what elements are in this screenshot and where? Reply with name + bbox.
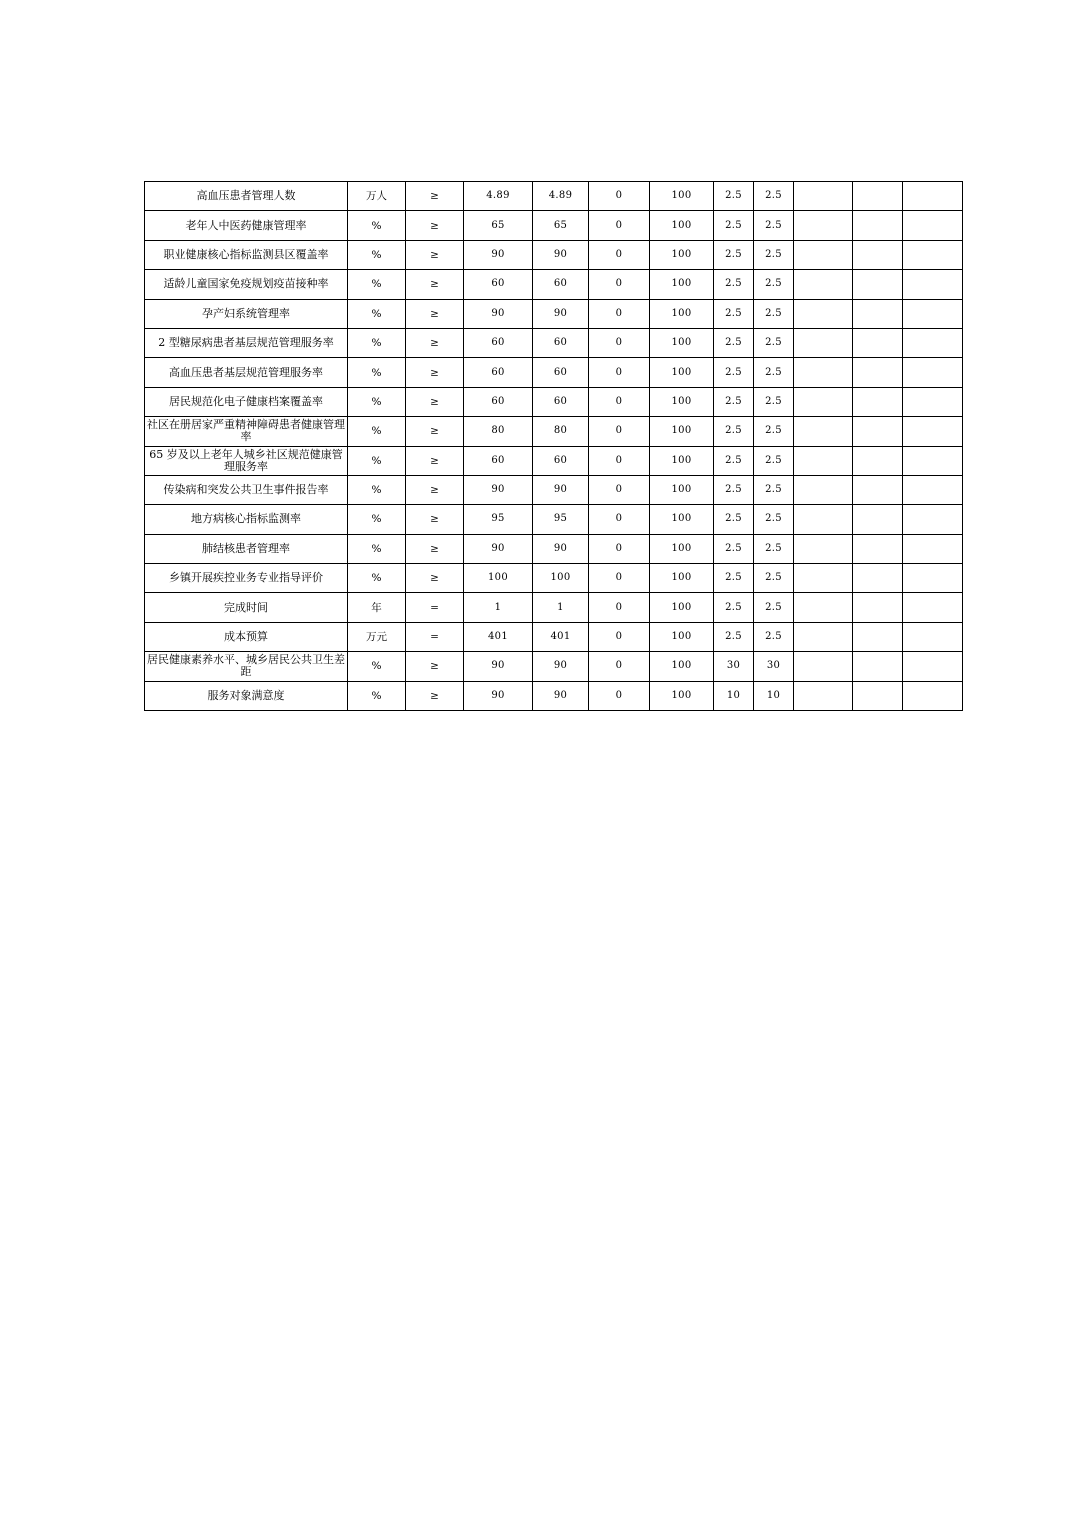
blank-cell [903,593,963,622]
score-cell: 2.5 [754,211,794,240]
blank-cell [853,387,903,416]
blank-cell [794,564,853,593]
operator-cell: ≥ [406,240,464,269]
unit-cell: 万元 [348,622,406,651]
actual-value-cell: 4.89 [533,182,589,211]
blank-cell [853,417,903,446]
deviation-cell: 0 [589,240,650,269]
actual-value-cell: 60 [533,446,589,475]
blank-cell [853,475,903,504]
indicator-name-cell: 高血压患者管理人数 [145,182,348,211]
deviation-cell: 0 [589,446,650,475]
actual-value-cell: 90 [533,652,589,681]
completion-rate-cell: 100 [650,328,714,357]
unit-cell: % [348,211,406,240]
blank-cell [794,446,853,475]
operator-cell: ≥ [406,475,464,504]
completion-rate-cell: 100 [650,387,714,416]
score-cell: 2.5 [754,564,794,593]
indicator-name-cell: 成本预算 [145,622,348,651]
blank-cell [903,681,963,710]
target-value-cell: 60 [464,270,533,299]
unit-cell: % [348,328,406,357]
weight-cell: 2.5 [714,211,754,240]
score-cell: 2.5 [754,358,794,387]
target-value-cell: 60 [464,387,533,416]
target-value-cell: 95 [464,505,533,534]
blank-cell [903,358,963,387]
completion-rate-cell: 100 [650,681,714,710]
table-row [145,505,963,534]
blank-cell [903,387,963,416]
table-row [145,475,963,504]
deviation-cell: 0 [589,387,650,416]
blank-cell [853,505,903,534]
operator-cell: ≥ [406,681,464,710]
operator-cell: ≥ [406,182,464,211]
table-row [145,564,963,593]
actual-value-cell: 60 [533,387,589,416]
target-value-cell: 90 [464,652,533,681]
blank-cell [853,622,903,651]
weight-cell: 2.5 [714,593,754,622]
indicator-name-cell: 乡镇开展疾控业务专业指导评价 [145,564,348,593]
completion-rate-cell: 100 [650,622,714,651]
operator-cell: ≥ [406,328,464,357]
actual-value-cell: 100 [533,564,589,593]
deviation-cell: 0 [589,593,650,622]
deviation-cell: 0 [589,622,650,651]
blank-cell [794,534,853,563]
blank-cell [853,564,903,593]
table-row [145,182,963,211]
blank-cell [903,534,963,563]
table-row [145,270,963,299]
blank-cell [903,564,963,593]
blank-cell [903,270,963,299]
completion-rate-cell: 100 [650,593,714,622]
indicator-name-cell: 社区在册居家严重精神障碍患者健康管理率 [145,417,348,446]
score-cell: 2.5 [754,534,794,563]
weight-cell: 2.5 [714,475,754,504]
target-value-cell: 90 [464,299,533,328]
operator-cell: ≥ [406,446,464,475]
score-cell: 2.5 [754,182,794,211]
completion-rate-cell: 100 [650,299,714,328]
target-value-cell: 90 [464,240,533,269]
blank-cell [903,328,963,357]
unit-cell: % [348,564,406,593]
actual-value-cell: 90 [533,240,589,269]
blank-cell [794,681,853,710]
operator-cell: ≥ [406,505,464,534]
unit-cell: 万人 [348,182,406,211]
weight-cell: 2.5 [714,387,754,416]
indicator-name-cell: 职业健康核心指标监测县区覆盖率 [145,240,348,269]
blank-cell [903,505,963,534]
blank-cell [853,681,903,710]
actual-value-cell: 60 [533,270,589,299]
table-body [145,182,963,711]
deviation-cell: 0 [589,475,650,504]
table-row [145,652,963,681]
deviation-cell: 0 [589,270,650,299]
blank-cell [903,211,963,240]
indicator-name-cell: 孕产妇系统管理率 [145,299,348,328]
blank-cell [794,505,853,534]
blank-cell [903,240,963,269]
blank-cell [903,446,963,475]
table-row [145,622,963,651]
indicator-name-cell: 传染病和突发公共卫生事件报告率 [145,475,348,504]
score-cell: 2.5 [754,240,794,269]
score-cell: 2.5 [754,270,794,299]
performance-indicator-table [144,181,963,711]
blank-cell [794,593,853,622]
deviation-cell: 0 [589,652,650,681]
blank-cell [794,358,853,387]
blank-cell [853,652,903,681]
score-cell: 2.5 [754,446,794,475]
deviation-cell: 0 [589,358,650,387]
completion-rate-cell: 100 [650,182,714,211]
actual-value-cell: 60 [533,358,589,387]
blank-cell [903,417,963,446]
blank-cell [853,270,903,299]
score-cell: 2.5 [754,417,794,446]
indicator-name-cell: 2 型糖尿病患者基层规范管理服务率 [145,328,348,357]
blank-cell [853,240,903,269]
weight-cell: 30 [714,652,754,681]
actual-value-cell: 90 [533,299,589,328]
operator-cell: ≥ [406,358,464,387]
actual-value-cell: 1 [533,593,589,622]
actual-value-cell: 65 [533,211,589,240]
blank-cell [853,299,903,328]
unit-cell: % [348,534,406,563]
weight-cell: 2.5 [714,328,754,357]
table-row [145,681,963,710]
completion-rate-cell: 100 [650,446,714,475]
completion-rate-cell: 100 [650,358,714,387]
target-value-cell: 401 [464,622,533,651]
blank-cell [794,182,853,211]
actual-value-cell: 60 [533,328,589,357]
operator-cell: ≥ [406,270,464,299]
score-cell: 2.5 [754,622,794,651]
unit-cell: % [348,652,406,681]
score-cell: 10 [754,681,794,710]
completion-rate-cell: 100 [650,211,714,240]
indicator-name-cell: 适龄儿童国家免疫规划疫苗接种率 [145,270,348,299]
score-cell: 2.5 [754,387,794,416]
score-cell: 30 [754,652,794,681]
weight-cell: 2.5 [714,622,754,651]
blank-cell [794,652,853,681]
indicator-name-cell: 居民健康素养水平、城乡居民公共卫生差距 [145,652,348,681]
target-value-cell: 65 [464,211,533,240]
operator-cell: ≥ [406,387,464,416]
completion-rate-cell: 100 [650,564,714,593]
target-value-cell: 90 [464,475,533,504]
deviation-cell: 0 [589,417,650,446]
deviation-cell: 0 [589,182,650,211]
unit-cell: % [348,417,406,446]
completion-rate-cell: 100 [650,475,714,504]
weight-cell: 2.5 [714,505,754,534]
table-row [145,299,963,328]
score-cell: 2.5 [754,299,794,328]
actual-value-cell: 90 [533,681,589,710]
operator-cell: = [406,622,464,651]
completion-rate-cell: 100 [650,505,714,534]
deviation-cell: 0 [589,211,650,240]
table-row [145,593,963,622]
target-value-cell: 60 [464,358,533,387]
unit-cell: % [348,358,406,387]
completion-rate-cell: 100 [650,417,714,446]
unit-cell: % [348,387,406,416]
blank-cell [853,328,903,357]
blank-cell [794,622,853,651]
unit-cell: 年 [348,593,406,622]
deviation-cell: 0 [589,328,650,357]
target-value-cell: 1 [464,593,533,622]
target-value-cell: 100 [464,564,533,593]
completion-rate-cell: 100 [650,652,714,681]
table-row [145,534,963,563]
unit-cell: % [348,475,406,504]
blank-cell [853,534,903,563]
weight-cell: 2.5 [714,534,754,563]
completion-rate-cell: 100 [650,240,714,269]
blank-cell [853,446,903,475]
blank-cell [853,182,903,211]
indicator-name-cell: 服务对象满意度 [145,681,348,710]
blank-cell [903,299,963,328]
operator-cell: ≥ [406,211,464,240]
blank-cell [794,299,853,328]
blank-cell [903,652,963,681]
actual-value-cell: 90 [533,475,589,504]
indicator-name-cell: 地方病核心指标监测率 [145,505,348,534]
actual-value-cell: 90 [533,534,589,563]
blank-cell [794,475,853,504]
unit-cell: % [348,270,406,299]
table-row [145,240,963,269]
blank-cell [794,328,853,357]
blank-cell [903,475,963,504]
unit-cell: % [348,299,406,328]
actual-value-cell: 95 [533,505,589,534]
score-cell: 2.5 [754,328,794,357]
weight-cell: 2.5 [714,417,754,446]
table-row [145,358,963,387]
operator-cell: ≥ [406,417,464,446]
indicator-name-cell: 居民规范化电子健康档案覆盖率 [145,387,348,416]
operator-cell: ≥ [406,299,464,328]
deviation-cell: 0 [589,681,650,710]
score-cell: 2.5 [754,593,794,622]
indicator-name-cell: 老年人中医药健康管理率 [145,211,348,240]
table-row [145,417,963,446]
indicator-name-cell: 完成时间 [145,593,348,622]
weight-cell: 2.5 [714,564,754,593]
blank-cell [794,417,853,446]
blank-cell [903,622,963,651]
table-row [145,328,963,357]
blank-cell [853,358,903,387]
table-row [145,446,963,475]
blank-cell [794,240,853,269]
operator-cell: ≥ [406,652,464,681]
actual-value-cell: 80 [533,417,589,446]
blank-cell [903,182,963,211]
indicator-name-cell: 高血压患者基层规范管理服务率 [145,358,348,387]
weight-cell: 2.5 [714,446,754,475]
score-cell: 2.5 [754,475,794,504]
deviation-cell: 0 [589,564,650,593]
actual-value-cell: 401 [533,622,589,651]
target-value-cell: 90 [464,681,533,710]
deviation-cell: 0 [589,505,650,534]
weight-cell: 2.5 [714,358,754,387]
target-value-cell: 60 [464,446,533,475]
unit-cell: % [348,240,406,269]
target-value-cell: 90 [464,534,533,563]
deviation-cell: 0 [589,299,650,328]
score-cell: 2.5 [754,505,794,534]
weight-cell: 2.5 [714,182,754,211]
operator-cell: ≥ [406,534,464,563]
indicator-name-cell: 肺结核患者管理率 [145,534,348,563]
table-row [145,387,963,416]
blank-cell [794,270,853,299]
indicator-name-cell: 65 岁及以上老年人城乡社区规范健康管理服务率 [145,446,348,475]
completion-rate-cell: 100 [650,270,714,299]
target-value-cell: 4.89 [464,182,533,211]
operator-cell: ≥ [406,564,464,593]
blank-cell [853,593,903,622]
table-row [145,211,963,240]
weight-cell: 2.5 [714,240,754,269]
deviation-cell: 0 [589,534,650,563]
weight-cell: 10 [714,681,754,710]
blank-cell [853,211,903,240]
weight-cell: 2.5 [714,270,754,299]
blank-cell [794,211,853,240]
completion-rate-cell: 100 [650,534,714,563]
blank-cell [794,387,853,416]
operator-cell: = [406,593,464,622]
unit-cell: % [348,505,406,534]
target-value-cell: 80 [464,417,533,446]
unit-cell: % [348,446,406,475]
unit-cell: % [348,681,406,710]
target-value-cell: 60 [464,328,533,357]
weight-cell: 2.5 [714,299,754,328]
